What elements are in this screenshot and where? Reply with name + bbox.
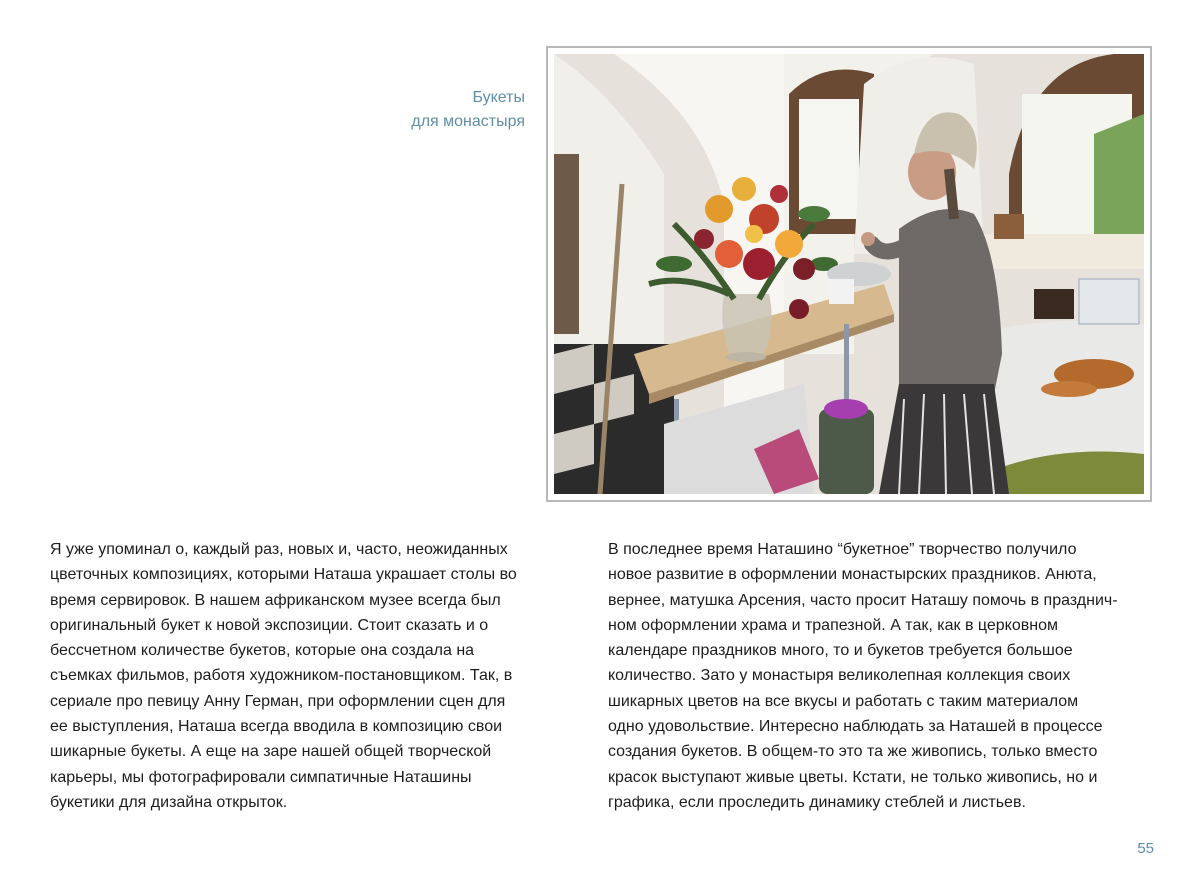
text-line: В последнее время Наташино “букетное” творчество получило (608, 541, 1077, 558)
text-line: создания букетов. В общем-то это та же живопись, только вместо (608, 743, 1098, 761)
body-text-right-column (608, 537, 1153, 815)
text-line: графика, если проследить динамику стеблей и листьев. (608, 793, 1026, 811)
page-number: 55 (1137, 840, 1154, 857)
text-line: шикарные букеты. А еще на заре нашей общей творческой (50, 743, 492, 761)
text-line: цветочных композициях, которыми Наташа украшает столы во (50, 566, 517, 584)
text-line: время сервировок. В нашем африканском музее всегда был (50, 591, 501, 609)
text-line: одно удовольствие. Интересно наблюдать за Наташей в процессе (608, 718, 1103, 736)
text-line: бессчетном количестве букетов, которые она создала на (50, 642, 475, 660)
text-line: новое развитие в оформлении монастырских праздников. Анюта, (608, 566, 1097, 584)
caption-line-2: для монастыря (411, 113, 525, 130)
text-line: шикарных цветов на все вкусы и работать с таким материалом (608, 692, 1079, 710)
photo-frame (546, 46, 1152, 502)
caption-line-1: Букеты (472, 89, 525, 106)
photo-woman-arranging-flowers (554, 54, 1144, 494)
text-line: Я уже упоминал о, каждый раз, новых и, часто, неожиданных (50, 541, 508, 558)
text-line: карьеры, мы фотографировали симпатичные Наташины (50, 768, 472, 786)
text-line: букетики для дизайна открыток. (50, 793, 288, 811)
text-line: красок выступают живые цветы. Кстати, не только живопись, но и (608, 768, 1098, 786)
text-line: сериале про певицу Анну Герман, при оформлении сцен для (50, 692, 506, 710)
text-line: календаре праздников много, то и букетов требуется большое (608, 642, 1073, 660)
text-line: ее выступления, Наташа всегда вводила в композицию свои (50, 718, 503, 736)
text-line: съемках фильмов, работя художником-постановщиком. Так, в (50, 667, 513, 685)
body-text-left-column (50, 537, 565, 815)
text-line: оригинальный букет к новой экспозиции. Стоит сказать и о (50, 616, 489, 634)
text-line: ном оформлении храма и трапезной. А так, как в церковном (608, 616, 1058, 634)
text-line: количество. Зато у монастыря великолепная коллекция своих (608, 667, 1071, 685)
photo-caption (330, 86, 525, 134)
text-line: вернее, матушка Арсения, часто просит Наташу помочь в празднич- (608, 591, 1118, 609)
